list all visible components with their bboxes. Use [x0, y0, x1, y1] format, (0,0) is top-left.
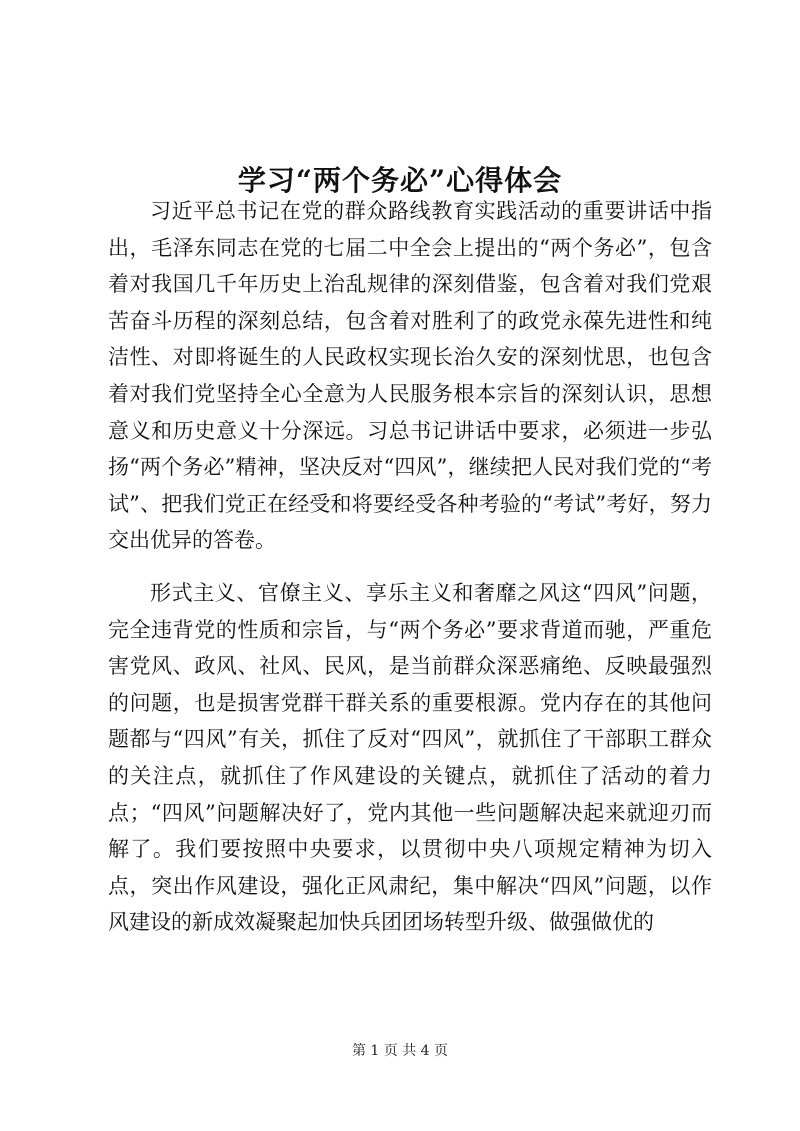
paragraph-2: 形式主义、官僚主义、享乐主义和奢靡之风这“四风”问题，完全违背党的性质和宗旨，与“两个务必”要求背道而驰，严重危害党风、政风、社风、民风，是当前群众深恶痛绝、反映最强烈的问题，也是损害党群干群关系的重要根源。党内存在的其他问题都与“四风”有关，抓住了反对“四风”，就抓住了干部职工群众的关注点，就抓住了作风建设的关键点，就抓住了活动的着力点；“四风”问题解决好了，党内其他一些问题解决起来就迎刃而解了。我们要按照中央要求，以贯彻中央八项规定精神为切入点，突出作风建设，强化正风肃纪，集中解决“四风”问题，以作风建设的新成效凝聚起加快兵团团场转型升级、做强做优的 — [108, 580, 712, 935]
page-number-footer: 第 1 页 共 4 页 — [351, 1043, 449, 1059]
document-body — [108, 193, 712, 957]
paragraph-1: 习近平总书记在党的群众路线教育实践活动的重要讲话中指出，毛泽东同志在党的七届二中全会上提出的“两个务必”，包含着对我国几千年历史上治乱规律的深刻借鉴，包含着对我们党艰苦奋斗历程的深刻总结，包含着对胜利了的政党永葆先进性和纯洁性、对即将诞生的人民政权实现长治久安的深刻忧思，也包含着对我们党坚持全心全意为人民服务根本宗旨的深刻认识，思想意义和历史意义十分深远。习总书记讲话中要求，必须进一步弘扬“两个务必”精神，坚决反对“四风”，继续把人民对我们党的“考试”、把我们党正在经受和将要经受各种考验的“考试”考好，努力交出优异的答卷。 — [108, 199, 712, 553]
document-title: 学习“两个务必”心得体会 — [237, 163, 563, 197]
